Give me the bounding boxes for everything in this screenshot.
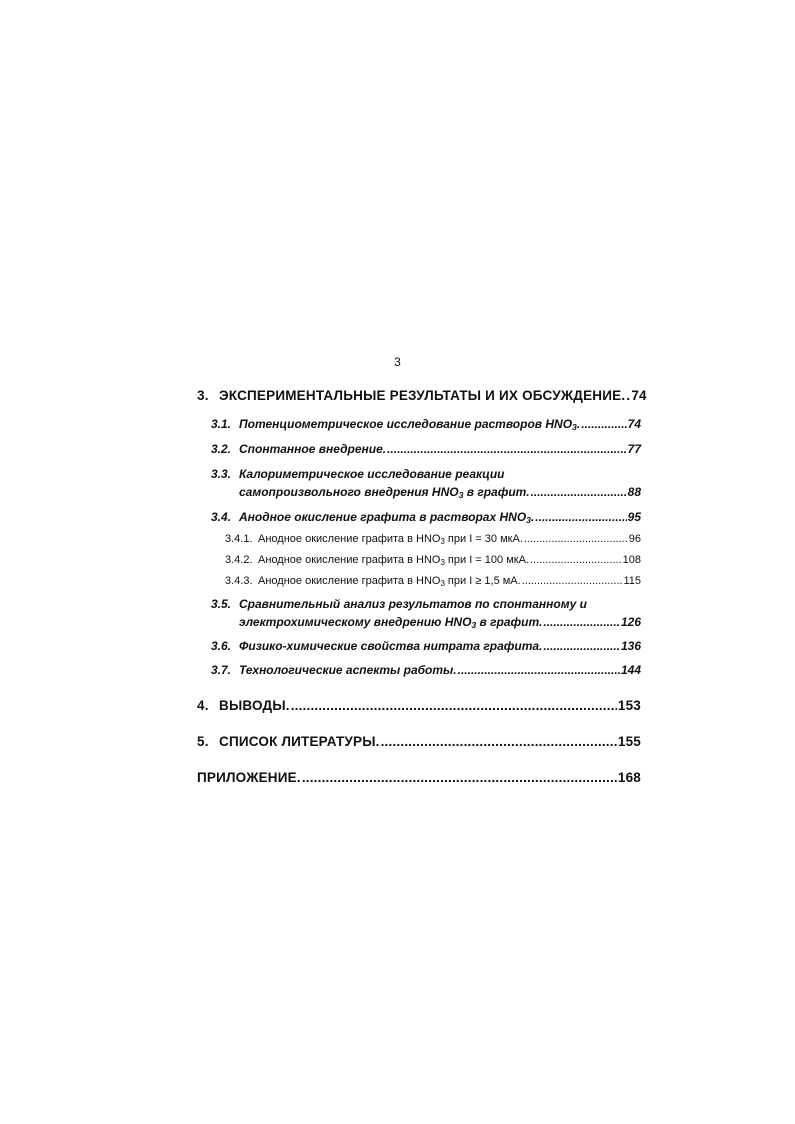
page-number: 3 <box>394 355 401 369</box>
toc-title: Анодное окисление графита в растворах HNO <box>239 510 527 524</box>
toc-title-end: при I = 30 мкА. <box>444 533 523 545</box>
toc-title-end: в графит. <box>463 485 530 499</box>
toc-title-continued: электрохимическому внедрению HNO <box>239 615 472 629</box>
toc-title: Физико-химические свойства нитрата графита. <box>239 639 543 653</box>
toc-title: ВЫВОДЫ. <box>219 698 290 713</box>
toc-entry-3-4[interactable] <box>211 510 641 524</box>
toc-title: Спонтанное внедрение. <box>239 442 387 456</box>
toc-number: 3.7. <box>211 663 232 677</box>
toc-page: 144 <box>620 663 641 677</box>
toc-leader <box>543 615 620 629</box>
toc-page: 77 <box>627 442 641 456</box>
toc-leader <box>581 417 626 431</box>
toc-title: Анодное окисление графита в HNO <box>258 575 441 587</box>
toc-leader <box>458 663 620 677</box>
toc-entry-chapter-5[interactable] <box>197 734 641 749</box>
toc-entry-3-4-3[interactable] <box>225 575 641 587</box>
toc-number: 3.1. <box>211 417 232 431</box>
toc-title-continued: самопроизвольного внедрения HNO <box>239 485 459 499</box>
toc-number: 3.4.2. <box>225 554 253 566</box>
toc-subscript: 3 <box>526 515 531 526</box>
toc-page: 168 <box>617 770 641 785</box>
toc-subscript: 3 <box>572 422 577 433</box>
toc-leader <box>302 770 617 785</box>
toc-entry-3-5[interactable] <box>211 597 641 629</box>
toc-page: 155 <box>617 734 641 749</box>
toc-page: 115 <box>623 575 641 587</box>
toc-entry-3-4-1[interactable] <box>225 533 641 545</box>
toc-page: 126 <box>620 615 641 629</box>
toc-entry-3-2[interactable] <box>211 442 641 456</box>
toc-subscript: 3 <box>471 620 477 631</box>
toc-page: 96 <box>628 533 641 545</box>
toc-number: 3.2. <box>211 442 232 456</box>
toc-number: 3. <box>197 388 209 403</box>
toc-title: СПИСОК ЛИТЕРАТУРЫ. <box>219 734 380 749</box>
toc-leader <box>543 639 620 653</box>
toc-title-end: . <box>576 417 581 431</box>
toc-entry-chapter-4[interactable] <box>197 698 641 713</box>
toc-leader <box>524 533 628 545</box>
toc-number: 3.3. <box>211 467 232 481</box>
toc-title: ПРИЛОЖЕНИЕ. <box>197 770 301 785</box>
toc-page: 136 <box>620 639 641 653</box>
toc-entry-3-3[interactable] <box>211 467 641 499</box>
toc-title: Потенциометрическое исследование растворов HNO <box>239 417 573 431</box>
toc-entry-chapter-3[interactable] <box>197 388 647 403</box>
toc-page: 74 <box>631 388 647 403</box>
toc-entry-3-4-2[interactable] <box>225 554 641 566</box>
toc-number: 4. <box>197 698 209 713</box>
toc-number: 3.6. <box>211 639 232 653</box>
toc-entry-3-7[interactable] <box>211 663 641 677</box>
toc-number: 3.4.3. <box>225 575 253 587</box>
toc-title-end: в графит. <box>476 615 543 629</box>
toc-number: 5. <box>197 734 209 749</box>
toc-leader <box>530 554 622 566</box>
toc-leader <box>387 442 627 456</box>
toc-subscript: 3 <box>440 536 445 546</box>
toc-title: Анодное окисление графита в HNO <box>258 533 441 545</box>
toc-page: 88 <box>627 485 641 499</box>
toc-leader <box>291 698 617 713</box>
toc-title: ЭКСПЕРИМЕНТАЛЬНЫЕ РЕЗУЛЬТАТЫ И ИХ ОБСУЖДЕНИЕ. <box>219 388 626 403</box>
toc-number: 3.4.1. <box>225 533 253 545</box>
toc-page: 95 <box>627 510 641 524</box>
toc-leader <box>535 510 626 524</box>
toc-number: 3.5. <box>211 597 232 611</box>
toc-title-end: . <box>530 510 535 524</box>
toc-title-end: при I ≥ 1,5 мА. <box>444 575 521 587</box>
toc-number: 3.4. <box>211 510 232 524</box>
table-of-contents <box>197 388 647 785</box>
toc-entry-appendix[interactable] <box>197 770 641 785</box>
toc-page: 153 <box>617 698 641 713</box>
toc-leader <box>381 734 617 749</box>
toc-entry-3-6[interactable] <box>211 639 641 653</box>
toc-leader <box>626 388 630 403</box>
toc-title: Технологические аспекты работы. <box>239 663 457 677</box>
toc-subscript: 3 <box>440 557 445 567</box>
toc-entry-3-1[interactable] <box>211 417 641 431</box>
toc-title-end: при I = 100 мкА. <box>444 554 529 566</box>
toc-page: 74 <box>627 417 641 431</box>
toc-page: 108 <box>622 554 641 566</box>
toc-subscript: 3 <box>458 490 464 501</box>
toc-title: Сравнительный анализ результатов по спонтанному и <box>239 597 587 611</box>
toc-title: Калориметрическое исследование реакции <box>239 467 505 481</box>
toc-leader <box>531 485 627 499</box>
toc-title: Анодное окисление графита в HNO <box>258 554 441 566</box>
toc-subscript: 3 <box>440 578 445 588</box>
toc-leader <box>522 575 623 587</box>
